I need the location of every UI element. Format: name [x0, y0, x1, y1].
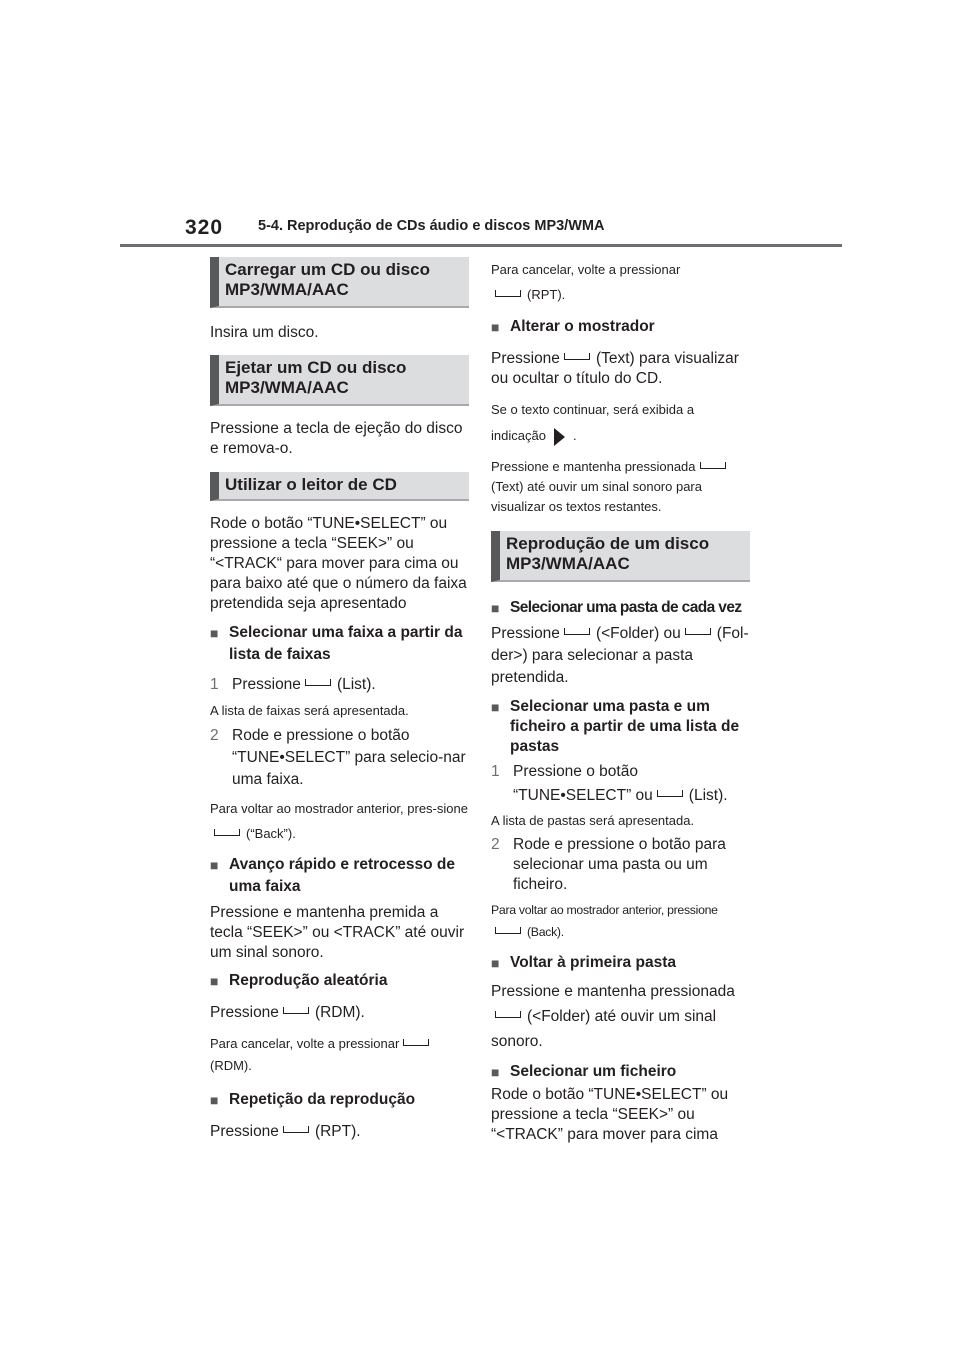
subheading-text: Reprodução aleatória [229, 972, 388, 989]
note-text: Pressione e mantenha pressionada [491, 459, 696, 474]
subheading-text: Selecionar uma pasta e um ficheiro a partir de uma lista de pastas [510, 698, 740, 755]
note-text-end: (RDM). [210, 1058, 252, 1073]
subheading-text: Selecionar uma pasta de cada vez [510, 599, 742, 616]
text-start: Pressione e mantenha pressionada [491, 983, 735, 1000]
text-end: (<Folder) até ouvir um sinal sonoro. [491, 1008, 717, 1050]
step-number: 2 [210, 727, 219, 744]
subheading-repeat [210, 1090, 469, 1110]
repeat-text-start: Pressione [210, 1123, 279, 1140]
step-text: Pressione [232, 676, 301, 693]
note-text: Para voltar ao mostrador anterior, pressione [491, 903, 718, 917]
repeat-text [210, 1122, 469, 1142]
right-column [491, 257, 750, 1145]
square-bullet-icon: ■ [210, 625, 219, 641]
button-icon [283, 1126, 309, 1133]
page-number: 320 [185, 216, 224, 239]
repeat-text-end: (RPT). [314, 1123, 361, 1140]
button-icon [495, 927, 521, 934]
folder-step-2 [491, 835, 750, 895]
subheading-text: Selecionar uma faixa a partir da lista de faixas [229, 624, 463, 663]
subheading-random [210, 971, 469, 991]
note-text: Para cancelar, volte a pressionar [491, 262, 681, 277]
button-icon [564, 628, 590, 635]
button-icon [495, 1011, 521, 1018]
step-text: Pressione o botão “TUNE•SELECT” ou [513, 763, 653, 804]
subheading-fast-forward [210, 854, 469, 898]
note-text-end: (“Back”). [246, 826, 296, 841]
left-column [210, 257, 469, 1142]
first-folder-text [491, 979, 750, 1054]
random-text-start: Pressione [210, 1004, 279, 1021]
square-bullet-icon: ■ [210, 1092, 219, 1108]
text-end: (Text) para visualizar ou ocultar o título do CD. [491, 350, 739, 387]
square-bullet-icon: ■ [491, 955, 500, 971]
button-icon [283, 1007, 309, 1014]
use-cd-player-text: Rode o botão “TUNE•SELECT” ou pressione a tecla “SEEK>” ou “<TRACK“ para mover para cima ou para baixo até que o número da faixa pretendida seja apresentado [210, 515, 467, 612]
square-bullet-icon: ■ [491, 1064, 500, 1080]
button-icon [495, 290, 521, 297]
button-icon [214, 829, 240, 836]
square-bullet-icon: ■ [491, 600, 500, 616]
text-middle: (<Folder) ou [595, 625, 681, 642]
note-cancel-repeat [491, 257, 750, 307]
square-bullet-icon: ■ [210, 973, 219, 989]
button-icon [564, 353, 590, 360]
note-text: Para voltar ao mostrador anterior, pres-sione [210, 801, 468, 816]
subheading-select-file [491, 1062, 750, 1082]
step-number: 2 [491, 836, 500, 853]
heading-use-cd-player: Utilizar o leitor de CD [210, 472, 469, 501]
heading-play-mp3: Reprodução de um disco MP3/WMA/AAC [491, 531, 750, 582]
random-text [210, 1003, 469, 1023]
subheading-text: Voltar à primeira pasta [510, 954, 676, 971]
step-1 [210, 674, 469, 696]
subheading-folder-list [491, 697, 750, 757]
note-track-list-shown: A lista de faixas será apresentada. [210, 703, 409, 718]
note-text: Para cancelar, volte a pressionar [210, 1036, 400, 1051]
note-folder-list-shown: A lista de pastas será apresentada. [491, 813, 695, 828]
load-disc-text: Insira um disco. [210, 324, 319, 341]
play-arrow-icon [554, 428, 565, 446]
select-file-text: Rode o botão “TUNE•SELECT” ou pressione a tecla “SEEK>” ou “<TRACK” para mover para cima [491, 1086, 729, 1143]
note-text-end: (RPT). [527, 287, 566, 302]
button-icon [700, 462, 726, 469]
header-rule [120, 244, 842, 247]
step-text-end: (List). [688, 787, 728, 804]
subheading-change-display [491, 317, 750, 337]
note-text-end: . [572, 428, 577, 443]
subheading-text: Avanço rápido e retrocesso de uma faixa [229, 856, 455, 895]
subheading-text: Alterar o mostrador [510, 318, 655, 335]
step-number: 1 [491, 763, 500, 780]
subheading-select-folder [491, 598, 750, 618]
note-text-end: (Back). [527, 925, 564, 939]
random-text-end: (RDM). [314, 1004, 365, 1021]
heading-eject-disc: Ejetar um CD ou disco MP3/WMA/AAC [210, 355, 469, 406]
eject-disc-text: Pressione a tecla de ejeção do disco e remova-o. [210, 420, 463, 457]
button-icon [403, 1039, 429, 1046]
text-end: (Fol-der>) para selecionar a pasta pretendida. [491, 625, 749, 686]
step-text: Rode e pressione o botão para selecionar uma pasta ou um ficheiro. [513, 836, 726, 893]
note-back-folder [491, 899, 750, 943]
square-bullet-icon: ■ [491, 699, 500, 715]
text-start: Pressione [491, 625, 560, 642]
folder-step-1 [491, 760, 750, 808]
note-cancel-random [210, 1033, 469, 1077]
subheading-first-folder [491, 953, 750, 973]
change-display-text [491, 349, 750, 389]
button-icon [305, 679, 331, 686]
note-text-continues [491, 397, 750, 449]
button-icon [657, 790, 683, 797]
square-bullet-icon: ■ [210, 857, 219, 873]
note-back [210, 796, 469, 846]
note-text: Se o texto continuar, será exibida a indicação [491, 402, 695, 443]
note-text-end: (Text) até ouvir um sinal sonoro para visualizar os textos restantes. [491, 479, 702, 514]
note-hold-text [491, 457, 750, 517]
step-text-end: (List). [336, 676, 376, 693]
running-header: 5-4. Reprodução de CDs áudio e discos MP3/WMA [258, 218, 605, 234]
select-folder-text [491, 623, 750, 689]
heading-load-disc: Carregar um CD ou disco MP3/WMA/AAC [210, 257, 469, 308]
fast-forward-text: Pressione e mantenha premida a tecla “SEEK>” ou <TRACK” até ouvir um sinal sonoro. [210, 904, 465, 961]
step-text: Rode e pressione o botão “TUNE•SELECT” para selecio-nar uma faixa. [232, 727, 466, 788]
button-icon [685, 628, 711, 635]
subheading-text: Selecionar um ficheiro [510, 1063, 677, 1080]
subheading-select-track-list [210, 622, 469, 666]
text-start: Pressione [491, 350, 560, 367]
square-bullet-icon: ■ [491, 319, 500, 335]
step-2 [210, 725, 469, 791]
step-number: 1 [210, 676, 219, 693]
subheading-text: Repetição da reprodução [229, 1091, 416, 1108]
